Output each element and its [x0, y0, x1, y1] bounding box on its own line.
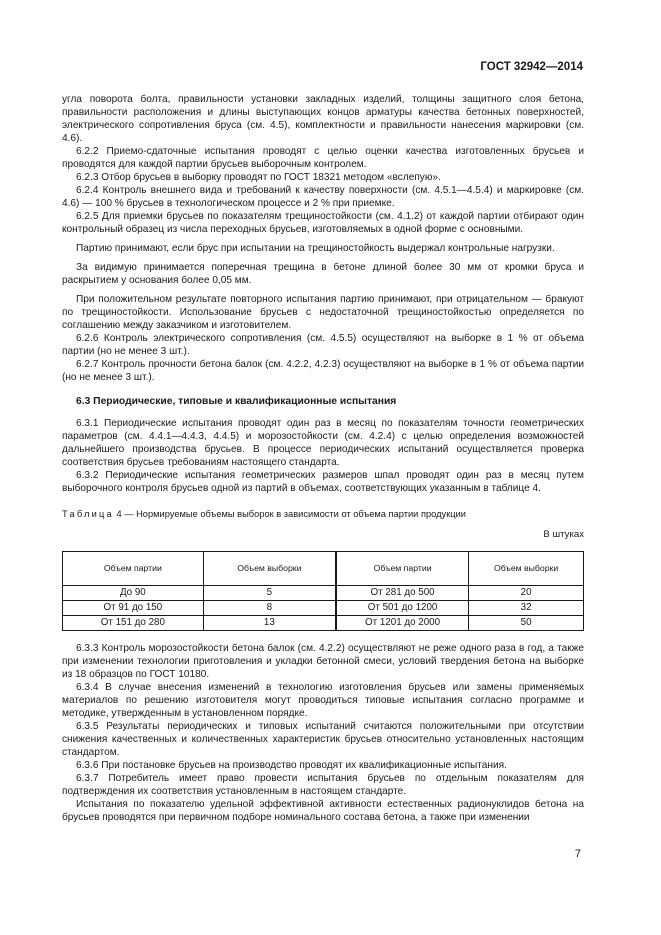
- paragraph: 6.3.7 Потребитель имеет право провести испытания брусьев по отдельным показателям для подтверждения их соответствия установленным в настоящем стандарте.: [62, 773, 584, 797]
- paragraph: 6.3.3 Контроль морозостойкости бетона балок (см. 4.2.2) осуществляют не реже одного раза в год, а также при изменении технологии приготовления и укладки бетонной смеси, условий твердения бетона на выборке из 18 образцов по ГОСТ 10180.: [62, 643, 584, 680]
- paragraph-block-6-3-rest: [62, 642, 584, 824]
- table-cell: 5: [203, 586, 336, 601]
- paragraph: 6.2.6 Контроль электрического сопротивления (см. 4.5.5) осуществляют на выборке в 1 % от объема партии (но не менее 3 шт.).: [62, 333, 584, 357]
- table-header-cell: Объем партии: [336, 552, 469, 586]
- table-cell: От 281 до 500: [336, 586, 469, 601]
- paragraph: 6.3.6 При постановке брусьев на производство проводят их квалификационные испытания.: [76, 760, 507, 771]
- paragraph: 6.2.3 Отбор брусьев в выборку проводят по ГОСТ 18321 методом «вслепую».: [76, 172, 441, 183]
- table-cell: 13: [203, 616, 336, 631]
- document-body: [62, 93, 584, 824]
- paragraph: 6.2.2 Приемо-сдаточные испытания проводят с целью оценки качества изготовленных брусьев и проводятся для каждой партии брусьев выборочным контролем.: [62, 146, 584, 170]
- table-4: [62, 551, 584, 631]
- document-code: ГОСТ 32942—2014: [480, 61, 583, 73]
- table-header-cell: Объем партии: [63, 552, 204, 586]
- paragraph: За видимую принимается поперечная трещина в бетоне длиной более 30 мм от кромки бруса и раскрытием у основания более 0,05 мм.: [62, 262, 584, 286]
- table-unit: В штуках: [543, 529, 584, 540]
- table-cell: 50: [469, 616, 584, 631]
- table-cell: До 90: [63, 586, 204, 601]
- page-number: 7: [574, 848, 581, 860]
- paragraph: угла поворота болта, правильности установки закладных изделий, толщины защитного слоя бетона, правильности расположения и длины выступающих концов арматуры качества бетонных поверхностей, электрического сопротивления бруса (см. 4.5), комплектности и правильности нанесения маркировки (см. 4.6).: [62, 94, 584, 144]
- paragraph: 6.3.4 В случае внесения изменений в технологию изготовления брусьев или замены применяемых материалов по решению изготовителя могут проводиться типовые испытания согласно программе и методике, утвержденным в установленном порядке.: [62, 682, 584, 719]
- table-header-cell: Объем выборки: [203, 552, 336, 586]
- paragraph: При положительном результате повторного испытания партию принимают, при отрицательном — бракуют по трещиностойкости. Использование брусьев с недостаточной трещиностойкостью определяется по соглашению между заказчиком и изготовителем.: [62, 294, 584, 331]
- table-caption: [62, 508, 584, 521]
- paragraph: 6.2.4 Контроль внешнего вида и требований к качеству поверхности (см. 4.5.1—4.5.4) и маркировке (см. 4.6) — 100 % брусьев в технологическом процессе и 2 % при приемке.: [62, 185, 584, 209]
- paragraph-block-6-3-intro: [62, 417, 584, 495]
- paragraph: 6.3.2 Периодические испытания геометрических размеров шпал проводят один раз в месяц путем выборочного контроля брусьев одной из партий в объемах, соответствующих указанным в таблице 4.: [62, 470, 584, 494]
- paragraph: Испытания по показателю удельной эффективной активности естественных радионуклидов бетона на брусьев проводятся при первичном подборе номинального состава бетона, а также при изменении: [62, 799, 584, 823]
- table-cell: 32: [469, 601, 584, 616]
- paragraph: 6.3.1 Периодические испытания проводят один раз в месяц по показателям точности геометрических параметров (см. 4.4.1—4.4.3, 4.4.5) и морозостойкости (см. 4.2.4) с целью определения возможностей дальнейшего производства брусьев. В процессе периодических испытаний осуществляется проверка соответствия брусьев требованиям настоящего стандарта.: [62, 418, 584, 468]
- table-cell: От 1201 до 2000: [336, 616, 469, 631]
- table-cell: От 151 до 280: [63, 616, 204, 631]
- table-row: [63, 586, 584, 601]
- table-row: [63, 601, 584, 616]
- table-cell: От 501 до 1200: [336, 601, 469, 616]
- table-row: [63, 616, 584, 631]
- paragraph: 6.3.5 Результаты периодических и типовых испытаний считаются положительными при отсутствии снижения качественных и количественных характеристик брусьев относительно установленных настоящим стандартом.: [62, 721, 584, 758]
- table-header-cell: Объем выборки: [469, 552, 584, 586]
- paragraph: Партию принимают, если брус при испытании на трещиностойкость выдержал контрольные нагрузки.: [76, 243, 555, 254]
- paragraph: 6.2.7 Контроль прочности бетона балок (см. 4.2.2, 4.2.3) осуществляют на выборке в 1 % от объема партии (но не менее 3 шт.).: [62, 359, 584, 383]
- table-caption-label: Таблица: [62, 509, 114, 519]
- table-cell: 20: [469, 586, 584, 601]
- table-cell: От 91 до 150: [63, 601, 204, 616]
- paragraph-block-6-2: [62, 93, 584, 384]
- table-cell: 8: [203, 601, 336, 616]
- paragraph: 6.2.5 Для приемки брусьев по показателям трещиностойкости (см. 4.1.2) от каждой партии отбирают один контрольный образец из числа переходных брусьев, изготовляемых в одной форме с основными.: [62, 211, 584, 235]
- table-header-row: [63, 552, 584, 586]
- section-heading-6-3: 6.3 Периодические, типовые и квалификационные испытания: [76, 396, 397, 407]
- table-caption-text: 4 — Нормируемые объемы выборок в зависимости от объема партии продукции: [116, 509, 466, 519]
